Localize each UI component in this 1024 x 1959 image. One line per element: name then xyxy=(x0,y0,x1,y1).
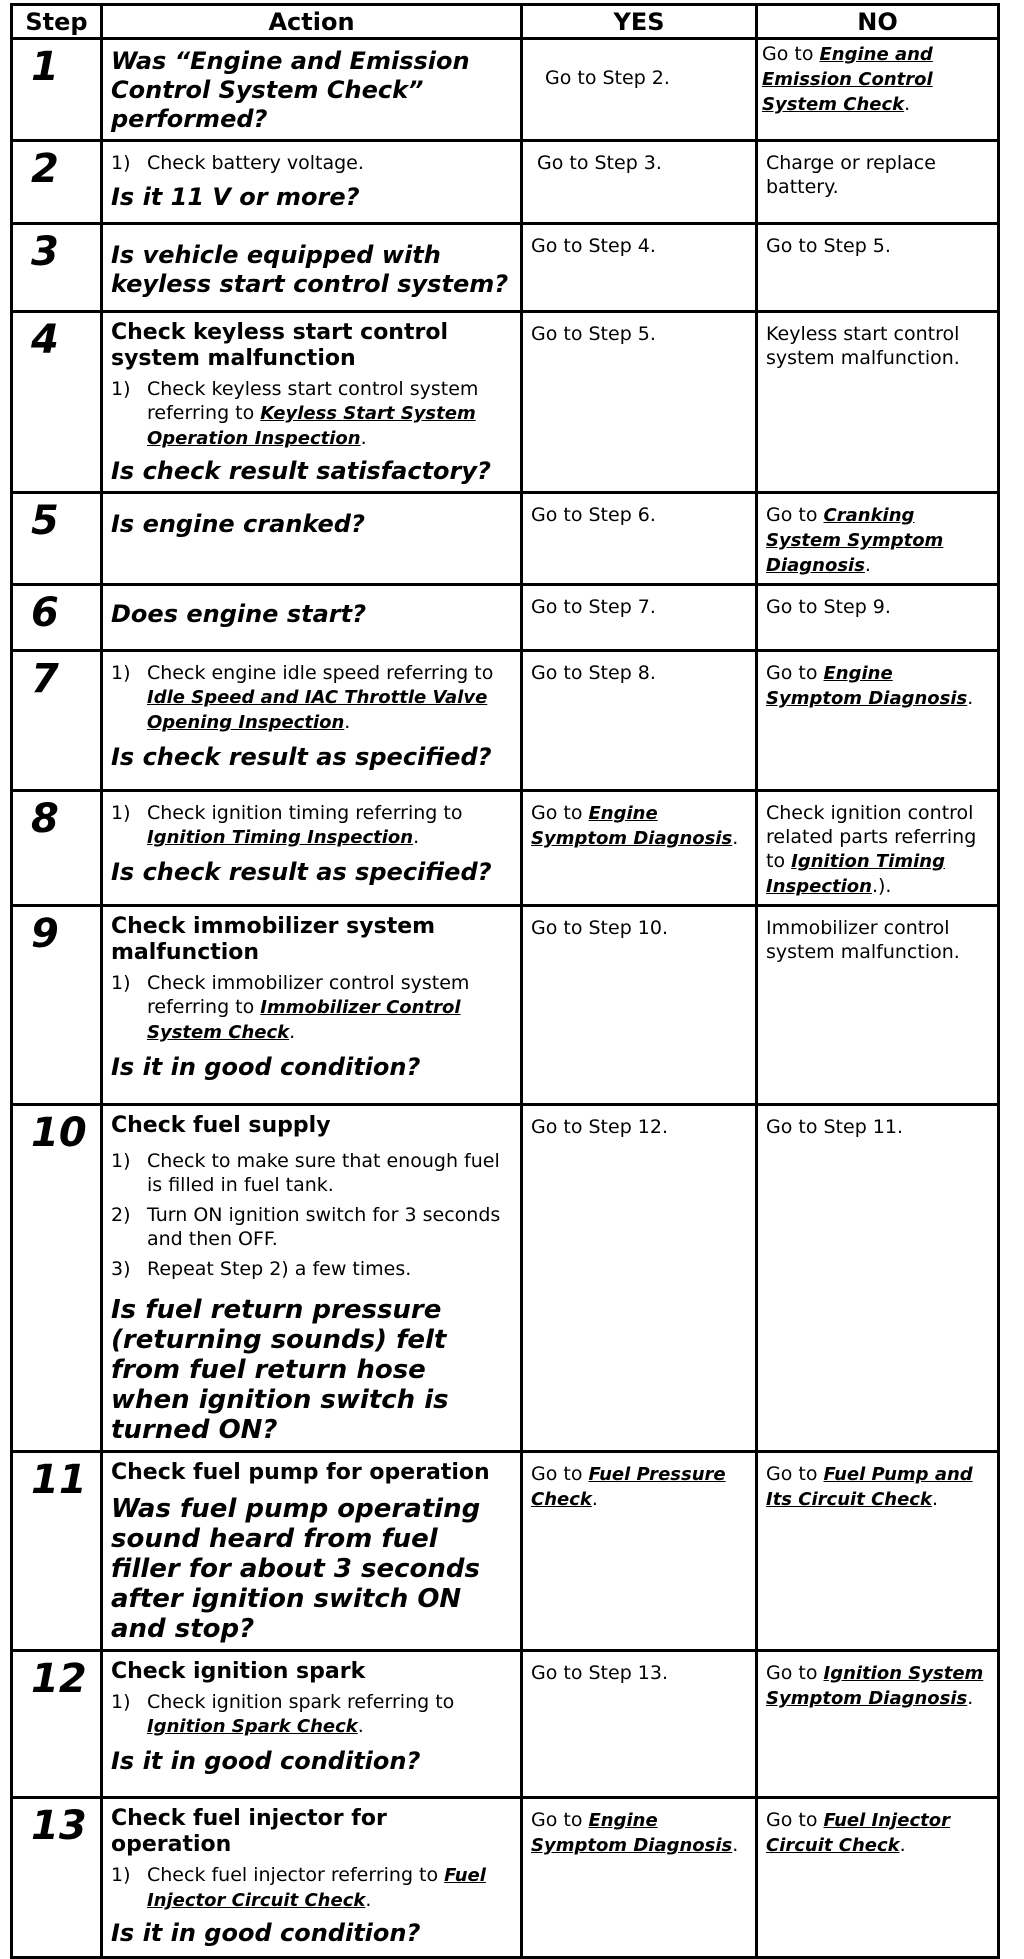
no-text: Check ignition control related parts referring to xyxy=(766,802,977,872)
yes-cell xyxy=(522,312,757,493)
action-cell xyxy=(102,1452,522,1651)
yes-text: Go to Step 5. xyxy=(531,323,656,345)
no-cell xyxy=(757,141,999,224)
yes-cell xyxy=(522,1798,757,1958)
yes-text-end: . xyxy=(732,1834,739,1856)
action-cell xyxy=(102,1798,522,1958)
header-action: Action xyxy=(102,5,522,39)
yes-reference-link[interactable]: Engine Symptom Diagnosis xyxy=(531,1810,733,1856)
question: Was “Engine and Emission Control System Check” performed? xyxy=(111,47,470,133)
no-text-end: . xyxy=(899,1834,906,1856)
step-row-11 xyxy=(12,1452,999,1651)
no-reference-link[interactable]: Fuel Pump and Its Circuit Check xyxy=(766,1464,973,1510)
no-text: Go to Step 5. xyxy=(766,235,891,257)
step-row-7 xyxy=(12,651,999,791)
question: Is it in good condition? xyxy=(111,1919,421,1947)
step-number: 2 xyxy=(12,141,102,224)
yes-text: Go to Step 13. xyxy=(531,1662,669,1684)
no-cell xyxy=(757,1651,999,1798)
no-text: Go to xyxy=(766,662,824,684)
no-reference-link[interactable]: Cranking System Symptom Diagnosis xyxy=(766,505,944,576)
yes-cell xyxy=(522,493,757,585)
step-row-3 xyxy=(12,224,999,312)
procedure-list xyxy=(111,377,512,451)
no-cell xyxy=(757,224,999,312)
header-row xyxy=(12,5,999,39)
procedure-step: 1) Check fuel injector referring to Fuel Injector Circuit Check. xyxy=(111,1864,486,1911)
yes-text: Go to xyxy=(531,802,589,824)
no-text-end: . xyxy=(967,687,974,709)
step-title: Check fuel supply xyxy=(111,1113,331,1138)
yes-text: Go to Step 4. xyxy=(531,235,656,257)
yes-cell xyxy=(522,1105,757,1452)
no-text: Go to xyxy=(766,1809,824,1831)
troubleshooting-table xyxy=(10,3,1000,1959)
procedure-step: 3) Repeat Step 2) a few times. xyxy=(111,1258,412,1280)
no-reference-link[interactable]: Ignition System Symptom Diagnosis xyxy=(766,1663,984,1709)
procedure-list xyxy=(111,151,512,175)
yes-cell xyxy=(522,224,757,312)
procedure-list xyxy=(111,801,512,850)
yes-reference-link[interactable]: Fuel Pressure Check xyxy=(531,1464,726,1510)
no-text: Immobilizer control system malfunction. xyxy=(766,917,960,963)
yes-text-end: . xyxy=(732,827,739,849)
action-cell xyxy=(102,1105,522,1452)
no-text: Go to Step 11. xyxy=(766,1116,904,1138)
action-cell xyxy=(102,1651,522,1798)
question: Is it in good condition? xyxy=(111,1053,421,1081)
no-reference-link[interactable]: Ignition Timing Inspection xyxy=(766,851,945,897)
no-text-end: . xyxy=(967,1687,974,1709)
yes-cell xyxy=(522,1651,757,1798)
yes-text: Go to Step 7. xyxy=(531,596,656,618)
no-reference-link[interactable]: Engine Symptom Diagnosis xyxy=(766,663,968,709)
no-cell xyxy=(757,585,999,651)
step-number: 10 xyxy=(12,1105,102,1452)
no-cell xyxy=(757,1452,999,1651)
procedure-list xyxy=(111,1690,512,1739)
step-row-5 xyxy=(12,493,999,585)
step-number: 8 xyxy=(12,791,102,906)
procedure-step: 1) Check ignition timing referring to Ignition Timing Inspection. xyxy=(111,802,463,848)
yes-cell xyxy=(522,1452,757,1651)
yes-cell xyxy=(522,906,757,1105)
no-cell xyxy=(757,906,999,1105)
action-cell xyxy=(102,906,522,1105)
yes-reference-link[interactable]: Engine Symptom Diagnosis xyxy=(531,803,733,849)
yes-cell xyxy=(522,791,757,906)
no-text: Go to Step 9. xyxy=(766,596,891,618)
step-number: 6 xyxy=(12,585,102,651)
yes-text: Go to Step 10. xyxy=(531,917,669,939)
question: Is it 11 V or more? xyxy=(111,183,360,211)
procedure-step: 1) Check keyless start control system referring to Keyless Start System Operation Inspection. xyxy=(111,378,479,449)
step-row-9 xyxy=(12,906,999,1105)
step-title: Check keyless start control system malfunction xyxy=(111,320,448,371)
step-title: Check ignition spark xyxy=(111,1659,366,1684)
yes-text: Go to xyxy=(531,1809,589,1831)
no-text-end: . xyxy=(931,1488,938,1510)
procedure-list xyxy=(111,971,512,1045)
step-title: Check immobilizer system malfunction xyxy=(111,914,436,965)
procedure-step: 1) Check to make sure that enough fuel is filled in fuel tank. xyxy=(111,1150,500,1196)
procedure-step: 1) Check engine idle speed referring to Idle Speed and IAC Throttle Valve Opening Inspection. xyxy=(111,662,494,733)
reference-link[interactable]: Fuel Injector Circuit Check xyxy=(147,1865,486,1911)
no-cell xyxy=(757,312,999,493)
yes-cell xyxy=(522,39,757,141)
step-number: 12 xyxy=(12,1651,102,1798)
action-cell xyxy=(102,224,522,312)
question: Is vehicle equipped with keyless start control system? xyxy=(111,241,509,298)
question: Is check result satisfactory? xyxy=(111,457,491,485)
step-row-1 xyxy=(12,39,999,141)
procedure-step: 2) Turn ON ignition switch for 3 seconds and then OFF. xyxy=(111,1204,501,1250)
step-title: Check fuel injector for operation xyxy=(111,1806,387,1857)
procedure-step: 1) Check immobilizer control system referring to Immobilizer Control System Check. xyxy=(111,972,470,1043)
no-text: Go to xyxy=(766,1662,824,1684)
action-cell xyxy=(102,791,522,906)
question: Is it in good condition? xyxy=(111,1747,421,1775)
action-cell xyxy=(102,585,522,651)
action-cell xyxy=(102,312,522,493)
action-cell xyxy=(102,141,522,224)
question: Is check result as specified? xyxy=(111,858,492,886)
procedure-list xyxy=(111,661,512,735)
step-number: 7 xyxy=(12,651,102,791)
procedure-list xyxy=(111,1863,512,1913)
action-cell xyxy=(102,651,522,791)
no-text-end: . xyxy=(864,554,871,576)
reference-link[interactable]: Ignition Spark Check xyxy=(147,1716,358,1737)
no-text-end: . xyxy=(904,93,911,115)
procedure-step: 1) Check battery voltage. xyxy=(111,152,364,174)
step-number: 4 xyxy=(12,312,102,493)
question: Is check result as specified? xyxy=(111,743,492,771)
step-row-2 xyxy=(12,141,999,224)
reference-link[interactable]: Keyless Start System Operation Inspection xyxy=(147,403,476,449)
procedure-step: 1) Check ignition spark referring to Ignition Spark Check. xyxy=(111,1691,455,1737)
no-text: Charge or replace battery. xyxy=(766,152,936,198)
reference-link[interactable]: Immobilizer Control System Check xyxy=(147,997,461,1043)
yes-cell xyxy=(522,585,757,651)
action-cell xyxy=(102,493,522,585)
no-text: Go to xyxy=(762,43,820,65)
no-text: Go to xyxy=(766,504,824,526)
step-number: 9 xyxy=(12,906,102,1105)
procedure-list xyxy=(111,1149,512,1281)
header-step: Step xyxy=(12,5,102,39)
step-title: Check fuel pump for operation xyxy=(111,1460,490,1485)
step-number: 3 xyxy=(12,224,102,312)
step-number: 5 xyxy=(12,493,102,585)
no-reference-link[interactable]: Engine and Emission Control System Check xyxy=(762,44,933,115)
no-cell xyxy=(757,39,999,141)
yes-text: Go to Step 2. xyxy=(545,67,670,89)
yes-text: Go to xyxy=(531,1463,589,1485)
yes-cell xyxy=(522,141,757,224)
no-text: Go to xyxy=(766,1463,824,1485)
step-number: 1 xyxy=(12,39,102,141)
no-cell xyxy=(757,1798,999,1958)
no-reference-link[interactable]: Fuel Injector Circuit Check xyxy=(766,1810,950,1856)
header-no: NO xyxy=(757,5,999,39)
action-cell xyxy=(102,39,522,141)
question: Is engine cranked? xyxy=(111,510,365,538)
yes-text: Go to Step 6. xyxy=(531,504,656,526)
no-text-end: .). xyxy=(871,875,892,897)
reference-link[interactable]: Ignition Timing Inspection xyxy=(147,827,414,848)
step-number: 13 xyxy=(12,1798,102,1958)
yes-text: Go to Step 12. xyxy=(531,1116,669,1138)
yes-text: Go to Step 8. xyxy=(531,662,656,684)
step-row-12 xyxy=(12,1651,999,1798)
yes-text: Go to Step 3. xyxy=(537,152,662,174)
step-row-6 xyxy=(12,585,999,651)
step-number: 11 xyxy=(12,1452,102,1651)
no-cell xyxy=(757,493,999,585)
step-row-13 xyxy=(12,1798,999,1958)
no-text: Keyless start control system malfunction. xyxy=(766,323,960,369)
yes-text-end: . xyxy=(591,1488,598,1510)
no-cell xyxy=(757,1105,999,1452)
question: Was fuel pump operating sound heard from fuel filler for about 3 seconds after ignition switch ON and stop? xyxy=(111,1494,481,1644)
step-row-10 xyxy=(12,1105,999,1452)
no-cell xyxy=(757,791,999,906)
header-yes: YES xyxy=(522,5,757,39)
yes-cell xyxy=(522,651,757,791)
no-cell xyxy=(757,651,999,791)
reference-link[interactable]: Idle Speed and IAC Throttle Valve Opening Inspection xyxy=(147,687,488,733)
step-row-8 xyxy=(12,791,999,906)
step-row-4 xyxy=(12,312,999,493)
question: Does engine start? xyxy=(111,600,366,628)
question: Is fuel return pressure (returning sounds) felt from fuel return hose when ignition switch is turned ON? xyxy=(111,1295,449,1445)
